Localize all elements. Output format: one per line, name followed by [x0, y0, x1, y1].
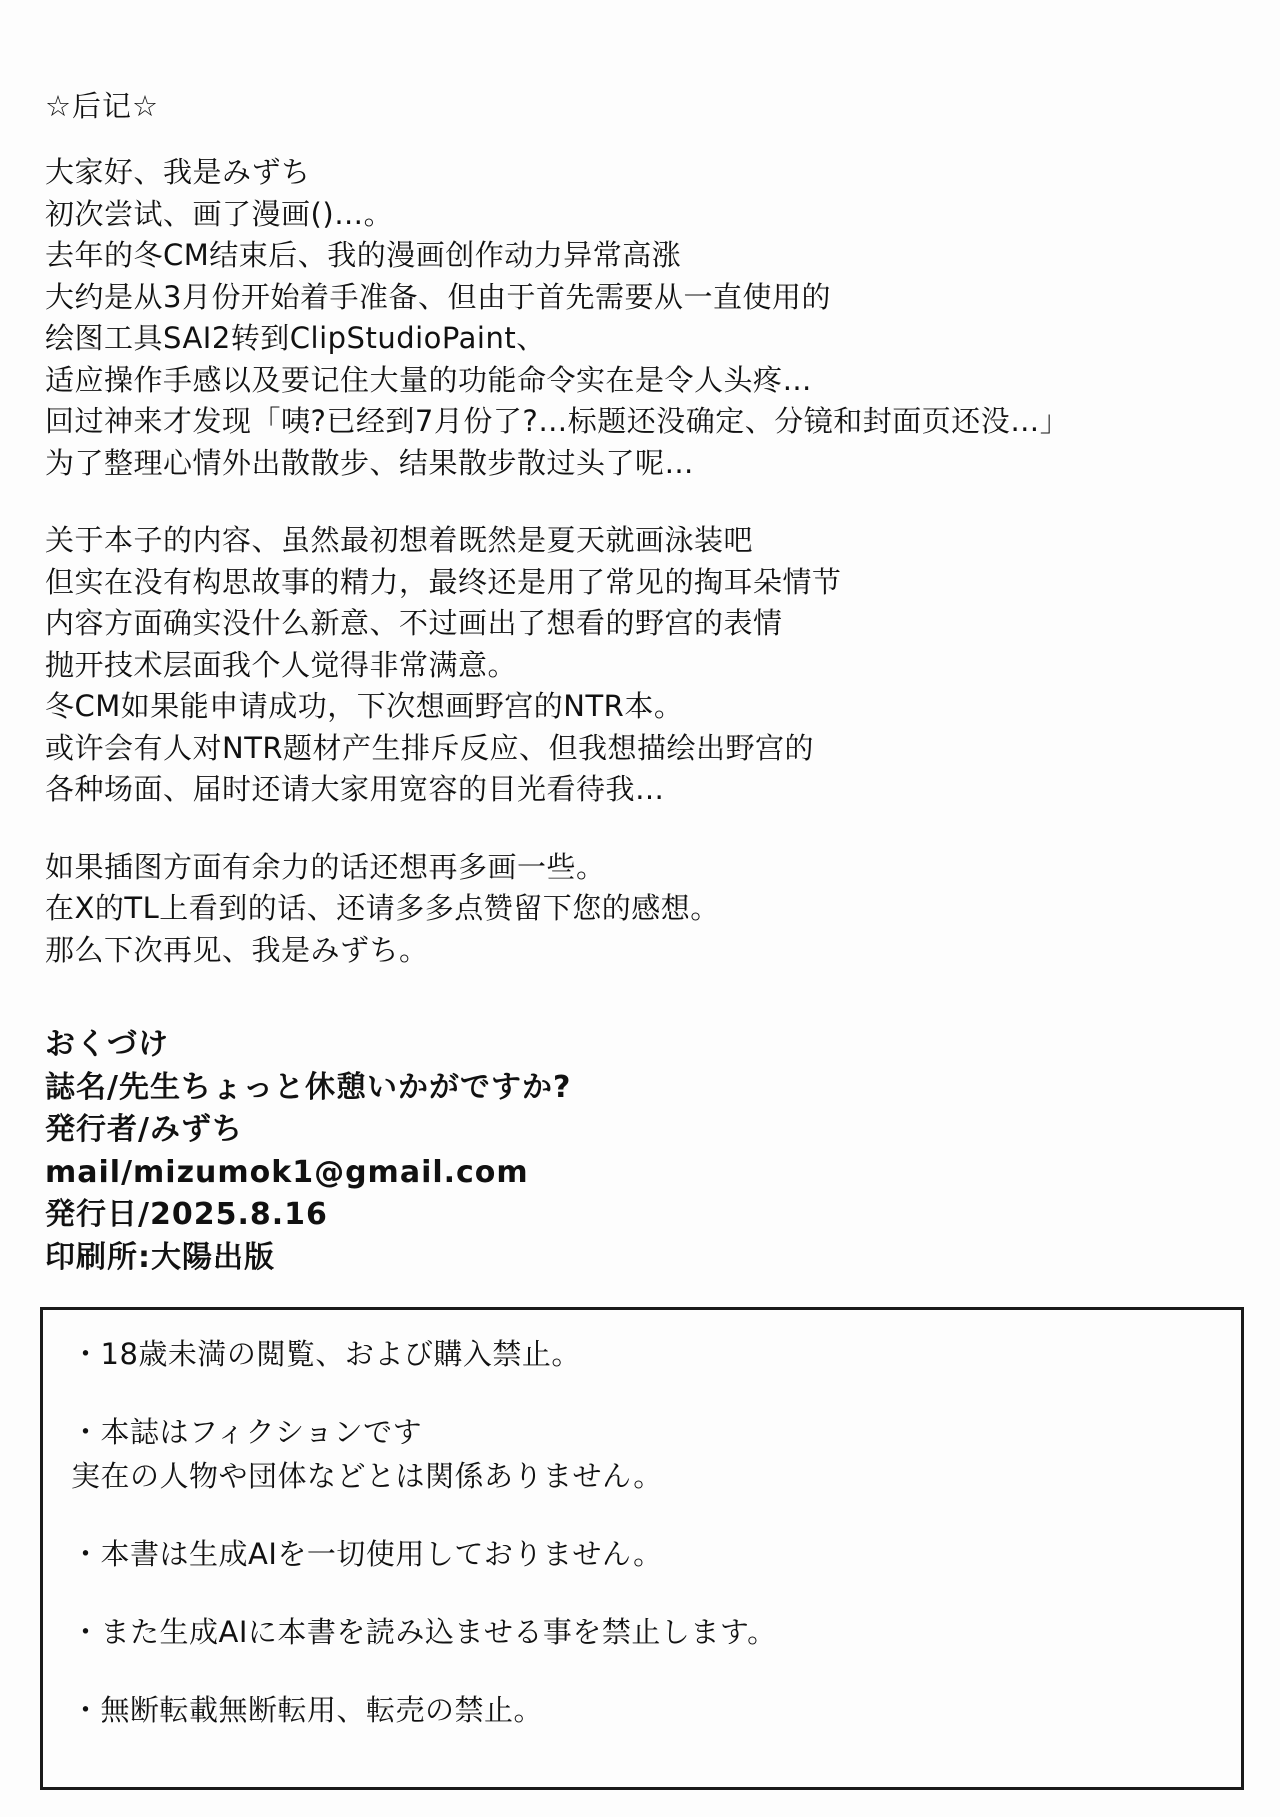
text-line: 大家好、我是みずち — [45, 155, 311, 189]
afterword-paragraph-2 — [45, 520, 1245, 811]
text-line: 冬CM如果能申请成功，下次想画野宫的NTR本。 — [45, 689, 684, 723]
text-line: 那么下次再见、我是みずち。 — [45, 932, 429, 967]
text-line: 绘图工具SAI2转到ClipStudioPaint、 — [45, 321, 546, 355]
text-line: 在X的TL上看到的话、还请多多点赞留下您的感想。 — [45, 891, 720, 925]
text-line: 回过神来才发现「咦?已经到7月份了?…标题还没确定、分镜和封面页还没…」 — [45, 404, 1070, 438]
colophon-publisher: 発行者/みずち — [45, 1112, 243, 1147]
text-line: 为了整理心情外出散散步、结果散步散过头了呢… — [45, 445, 695, 480]
text-line: 初次尝试、画了漫画()…。 — [45, 196, 394, 231]
text-line: 去年的冬CM结束后、我的漫画创作动力异常高涨 — [45, 238, 682, 272]
colophon — [45, 1024, 571, 1279]
notice-fiction — [71, 1410, 1211, 1498]
notice-text: ・また生成AIに本書を読み込ませる事を禁止します。 — [71, 1615, 777, 1649]
notice-age-restriction — [71, 1332, 1211, 1376]
notice-no-ai-training — [71, 1610, 1211, 1654]
notice-list — [71, 1332, 1211, 1766]
afterword-paragraph-3 — [45, 847, 1245, 972]
text-line: 或许会有人对NTR题材产生排斥反应、但我想描绘出野宫的 — [45, 730, 815, 765]
notice-text: ・18歳未満の閲覧、および購入禁止。 — [71, 1337, 581, 1371]
notice-text: ・本書は生成AIを一切使用しておりません。 — [71, 1537, 663, 1571]
text-line: 各种场面、届时还请大家用宽容的目光看待我… — [45, 772, 665, 806]
colophon-title: おくづけ — [45, 1027, 169, 1062]
afterword-paragraph-1 — [45, 152, 1245, 484]
text-line: 适应操作手感以及要记住大量的功能命令实在是令人头疼… — [45, 362, 813, 397]
afterword-body — [45, 152, 1245, 1007]
afterword-heading: ☆后记☆ — [45, 89, 159, 123]
notice-box — [40, 1307, 1244, 1790]
text-line: 内容方面确实没什么新意、不过画出了想看的野宫的表情 — [45, 606, 783, 640]
text-line: 关于本子的内容、虽然最初想着既然是夏天就画泳装吧 — [45, 523, 754, 557]
text-line: 抛开技术层面我个人觉得非常满意。 — [45, 647, 518, 682]
colophon-mail: mail/mizumok1@gmail.com — [45, 1154, 529, 1190]
colophon-printer: 印刷所:大陽出版 — [45, 1239, 275, 1275]
notice-no-ai-used — [71, 1532, 1211, 1576]
text-line: 如果插图方面有余力的话还想再多画一些。 — [45, 849, 606, 884]
notice-no-reprint — [71, 1688, 1211, 1732]
colophon-publish-date: 発行日/2025.8.16 — [45, 1197, 328, 1232]
notice-text: ・無断転載無断転用、転売の禁止。 — [71, 1693, 544, 1727]
text-line: 大约是从3月份开始着手准备、但由于首先需要从一直使用的 — [45, 279, 831, 314]
notice-text: ・本誌はフィクションです — [71, 1415, 423, 1449]
text-line: 但实在没有构思故事的精力，最终还是用了常见的掏耳朵情节 — [45, 564, 842, 599]
colophon-magazine-name: 誌名/先生ちょっと休憩いかがですか? — [45, 1069, 572, 1105]
notice-text: 実在の人物や団体などとは関係ありません。 — [71, 1459, 663, 1493]
